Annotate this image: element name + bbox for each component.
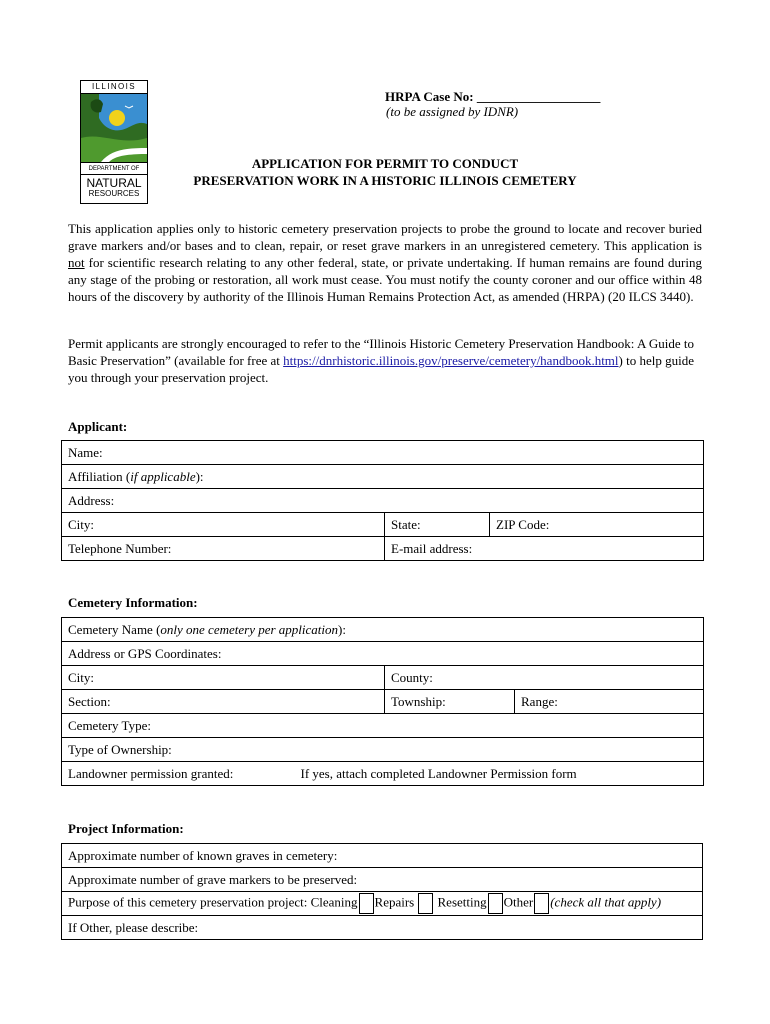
logo-state-text: ILLINOIS (81, 81, 147, 94)
cemetery-heading: Cemetery Information: (68, 595, 198, 610)
logo-natural-text: NATURAL (81, 174, 147, 189)
table-row (62, 868, 703, 892)
applicant-zip-field[interactable]: ZIP Code: (490, 513, 704, 537)
cleaning-checkbox[interactable] (359, 893, 374, 914)
logo-dept-text: DEPARTMENT OF (81, 162, 147, 172)
cemetery-county-field[interactable]: County: (385, 666, 704, 690)
cemetery-name-field[interactable]: Cemetery Name (only one cemetery per application): (62, 618, 704, 642)
cemetery-table (61, 617, 704, 786)
handbook-link[interactable]: https://dnrhistoric.illinois.gov/preserve/cemetery/handbook.html (283, 353, 619, 368)
title-line-1: APPLICATION FOR PERMIT TO CONDUCT (251, 156, 519, 171)
table-row (62, 844, 703, 868)
purpose-label: Purpose of this cemetery preservation project: Cleaning (68, 894, 358, 910)
table-row (62, 666, 704, 690)
applicant-table (61, 440, 704, 561)
table-row (62, 642, 704, 666)
cemetery-address-field[interactable]: Address or GPS Coordinates: (62, 642, 704, 666)
case-number-field[interactable]: HRPA Case No: ___________________ (385, 89, 601, 104)
idnr-logo (80, 80, 148, 204)
table-row (62, 690, 704, 714)
table-row (62, 714, 704, 738)
table-row (62, 441, 704, 465)
case-assigned-note: (to be assigned by IDNR) (386, 104, 519, 119)
other-checkbox[interactable] (534, 893, 549, 914)
cemetery-section-field[interactable]: Section: (62, 690, 385, 714)
table-row (62, 892, 703, 916)
cemetery-city-field[interactable]: City: (62, 666, 385, 690)
check-all-note: (check all that apply) (550, 894, 662, 910)
table-row (62, 738, 704, 762)
intro-paragraph-2: Permit applicants are strongly encouraged to refer to the “Illinois Historic Cemetery Preservation Handbook: A Guide to Basic Preservation” (available for free at https://dnrhistoric.illinois.gov/preserve/cemetery/handbook.html) to help guide you through your preservation project. (68, 336, 695, 385)
applicant-affiliation-field[interactable]: Affiliation (if applicable): (62, 465, 704, 489)
resetting-checkbox[interactable] (488, 893, 503, 914)
repairs-label: Repairs (374, 894, 415, 910)
applicant-phone-field[interactable]: Telephone Number: (62, 537, 385, 561)
applicant-address-field[interactable]: Address: (62, 489, 704, 513)
logo-resources-text: RESOURCES (88, 189, 140, 198)
applicant-heading: Applicant: (68, 419, 128, 434)
table-row (62, 762, 704, 786)
landowner-permission-note: If yes, attach completed Landowner Permission form (301, 762, 704, 786)
table-row (62, 513, 704, 537)
logo-landscape-icon (81, 94, 147, 162)
repairs-checkbox[interactable] (418, 893, 433, 914)
applicant-email-field[interactable]: E-mail address: (385, 537, 704, 561)
cemetery-ownership-field[interactable]: Type of Ownership: (62, 738, 704, 762)
table-row (62, 618, 704, 642)
applicant-name-field[interactable]: Name: (62, 441, 704, 465)
applicant-city-field[interactable]: City: (62, 513, 385, 537)
table-row (62, 916, 703, 940)
markers-preserved-field[interactable]: Approximate number of grave markers to be preserved: (62, 868, 703, 892)
intro-paragraph-1: This application applies only to historic cemetery preservation projects to probe the ground to locate and recover buried grave markers and/or bases and to clean, repair, or reset grave markers in an unregistered cemetery. This application is not for scientific research relating to any other federal, state, or private undertaking. If human remains are found during any stage of the probing or restoration, all work must cease. You must notify the county coroner and our office within 48 hours of the discovery by authority of the Illinois Human Remains Protection Act, as amended (HRPA) (20 ILCS 3440). (68, 221, 702, 304)
landowner-permission-field[interactable]: Landowner permission granted: (62, 762, 301, 786)
applicant-state-field[interactable]: State: (385, 513, 490, 537)
cemetery-type-field[interactable]: Cemetery Type: (62, 714, 704, 738)
logo-illustration (81, 94, 147, 162)
title-line-2: PRESERVATION WORK IN A HISTORIC ILLINOIS CEMETERY (193, 173, 577, 188)
not-emphasis: not (68, 255, 85, 270)
cemetery-township-field[interactable]: Township: (385, 690, 515, 714)
table-row (62, 489, 704, 513)
project-table (61, 843, 703, 940)
resetting-label: Resetting (437, 894, 487, 910)
known-graves-field[interactable]: Approximate number of known graves in cemetery: (62, 844, 703, 868)
purpose-row (62, 892, 703, 916)
project-heading: Project Information: (68, 821, 184, 836)
table-row (62, 537, 704, 561)
table-row (62, 465, 704, 489)
other-describe-field[interactable]: If Other, please describe: (62, 916, 703, 940)
cemetery-range-field[interactable]: Range: (515, 690, 704, 714)
other-label: Other (503, 894, 534, 910)
